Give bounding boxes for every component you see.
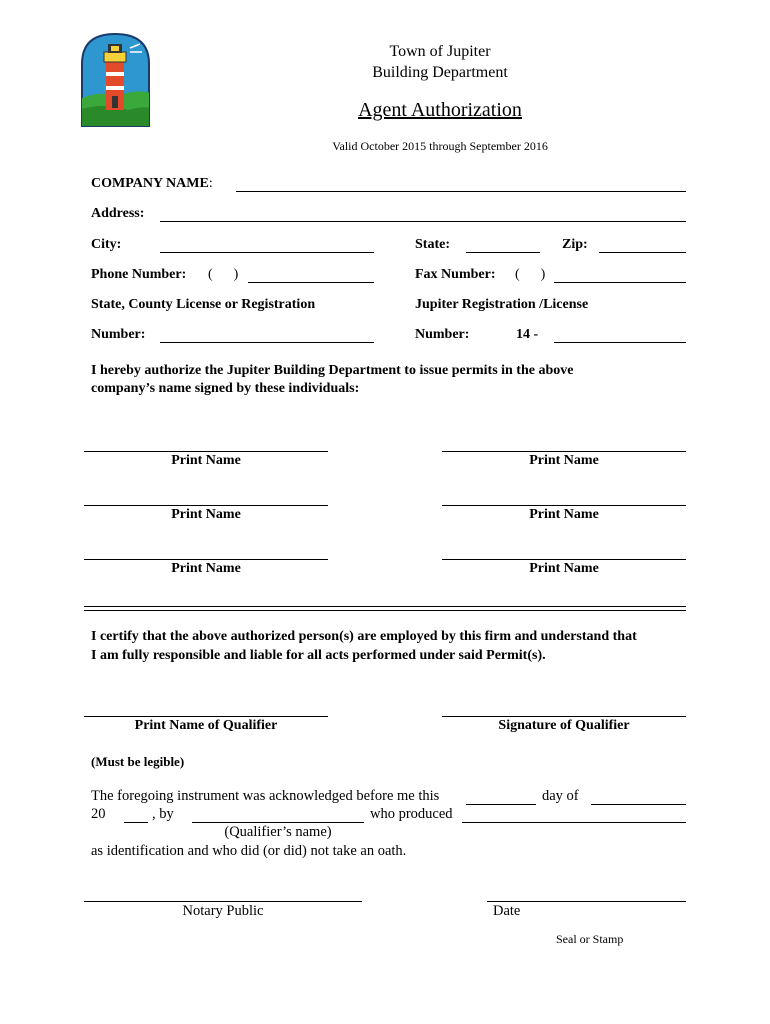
form-title: Agent Authorization bbox=[358, 99, 522, 121]
notary-year-prefix: 20 bbox=[91, 806, 106, 822]
qualifier-signature-label: Signature of Qualifier bbox=[498, 718, 630, 733]
state-license-number-label: Number: bbox=[91, 327, 146, 342]
notary-month-field[interactable] bbox=[591, 804, 686, 805]
jupiter-number-field[interactable] bbox=[554, 342, 686, 343]
state-license-number-field[interactable] bbox=[160, 342, 374, 343]
notary-by: , by bbox=[152, 806, 174, 822]
phone-label: Phone Number: bbox=[91, 267, 187, 282]
print-name-line-1[interactable] bbox=[84, 451, 328, 452]
notary-year-field[interactable] bbox=[124, 822, 148, 823]
print-name-label: Print Name bbox=[171, 507, 241, 522]
lighthouse-logo-icon bbox=[78, 30, 153, 130]
city-field[interactable] bbox=[160, 252, 374, 253]
print-name-line-2[interactable] bbox=[442, 451, 686, 452]
jupiter-registration-label: Jupiter Registration /License bbox=[415, 297, 589, 312]
print-name-label: Print Name bbox=[529, 507, 599, 522]
zip-field[interactable] bbox=[599, 252, 686, 253]
company-name-field[interactable] bbox=[236, 191, 686, 192]
notary-public-label: Notary Public bbox=[182, 903, 264, 919]
legible-note: (Must be legible) bbox=[91, 754, 185, 769]
notary-day-field[interactable] bbox=[466, 804, 536, 805]
notary-identification-field[interactable] bbox=[462, 822, 686, 823]
phone-area-code: ( ) bbox=[208, 267, 239, 282]
notary-qualifier-name-field[interactable] bbox=[192, 822, 364, 823]
notary-line-3: as identification and who did (or did) not take an oath. bbox=[91, 843, 407, 859]
department-name: Building Department bbox=[372, 64, 508, 81]
validity-text: Valid October 2015 through September 2016 bbox=[332, 139, 548, 153]
authorization-statement-line-2: company’s name signed by these individuals: bbox=[91, 381, 360, 396]
print-name-label: Print Name bbox=[171, 561, 241, 576]
notary-public-line[interactable] bbox=[84, 901, 362, 902]
date-label: Date bbox=[493, 903, 521, 919]
print-name-line-6[interactable] bbox=[442, 559, 686, 560]
section-divider bbox=[84, 606, 686, 611]
state-field[interactable] bbox=[466, 252, 540, 253]
address-field[interactable] bbox=[160, 221, 686, 222]
city-label: City: bbox=[91, 237, 122, 252]
certify-statement-line-1: I certify that the above authorized person(s) are employed by this firm and understand that bbox=[91, 629, 637, 644]
qualifier-name-caption: (Qualifier’s name) bbox=[224, 824, 332, 840]
fax-area-code: ( ) bbox=[515, 267, 546, 282]
authorization-statement-line-1: I hereby authorize the Jupiter Building Department to issue permits in the above bbox=[91, 363, 574, 378]
print-name-label: Print Name bbox=[529, 453, 599, 468]
qualifier-name-line[interactable] bbox=[84, 716, 328, 717]
print-name-line-4[interactable] bbox=[442, 505, 686, 506]
fax-label: Fax Number: bbox=[415, 267, 496, 282]
fax-field[interactable] bbox=[554, 282, 686, 283]
phone-field[interactable] bbox=[248, 282, 374, 283]
zip-label: Zip: bbox=[562, 237, 588, 252]
print-name-line-3[interactable] bbox=[84, 505, 328, 506]
date-line[interactable] bbox=[487, 901, 686, 902]
company-name-label: COMPANY NAME: bbox=[91, 176, 213, 191]
town-name: Town of Jupiter bbox=[389, 43, 491, 60]
seal-or-stamp-label: Seal or Stamp bbox=[556, 932, 624, 946]
print-name-label: Print Name bbox=[171, 453, 241, 468]
qualifier-signature-line[interactable] bbox=[442, 716, 686, 717]
print-name-line-5[interactable] bbox=[84, 559, 328, 560]
notary-day-of: day of bbox=[542, 788, 579, 804]
state-label: State: bbox=[415, 237, 450, 252]
qualifier-name-label: Print Name of Qualifier bbox=[134, 718, 278, 733]
state-license-label: State, County License or Registration bbox=[91, 297, 316, 312]
notary-line-1: The foregoing instrument was acknowledged before me this bbox=[91, 788, 440, 804]
certify-statement-line-2: I am fully responsible and liable for all acts performed under said Permit(s). bbox=[91, 648, 546, 663]
address-label: Address: bbox=[91, 206, 145, 221]
print-name-label: Print Name bbox=[529, 561, 599, 576]
jupiter-number-prefix: 14 - bbox=[516, 327, 539, 342]
notary-who-produced: who produced bbox=[370, 806, 453, 822]
jupiter-number-label: Number: bbox=[415, 327, 470, 342]
